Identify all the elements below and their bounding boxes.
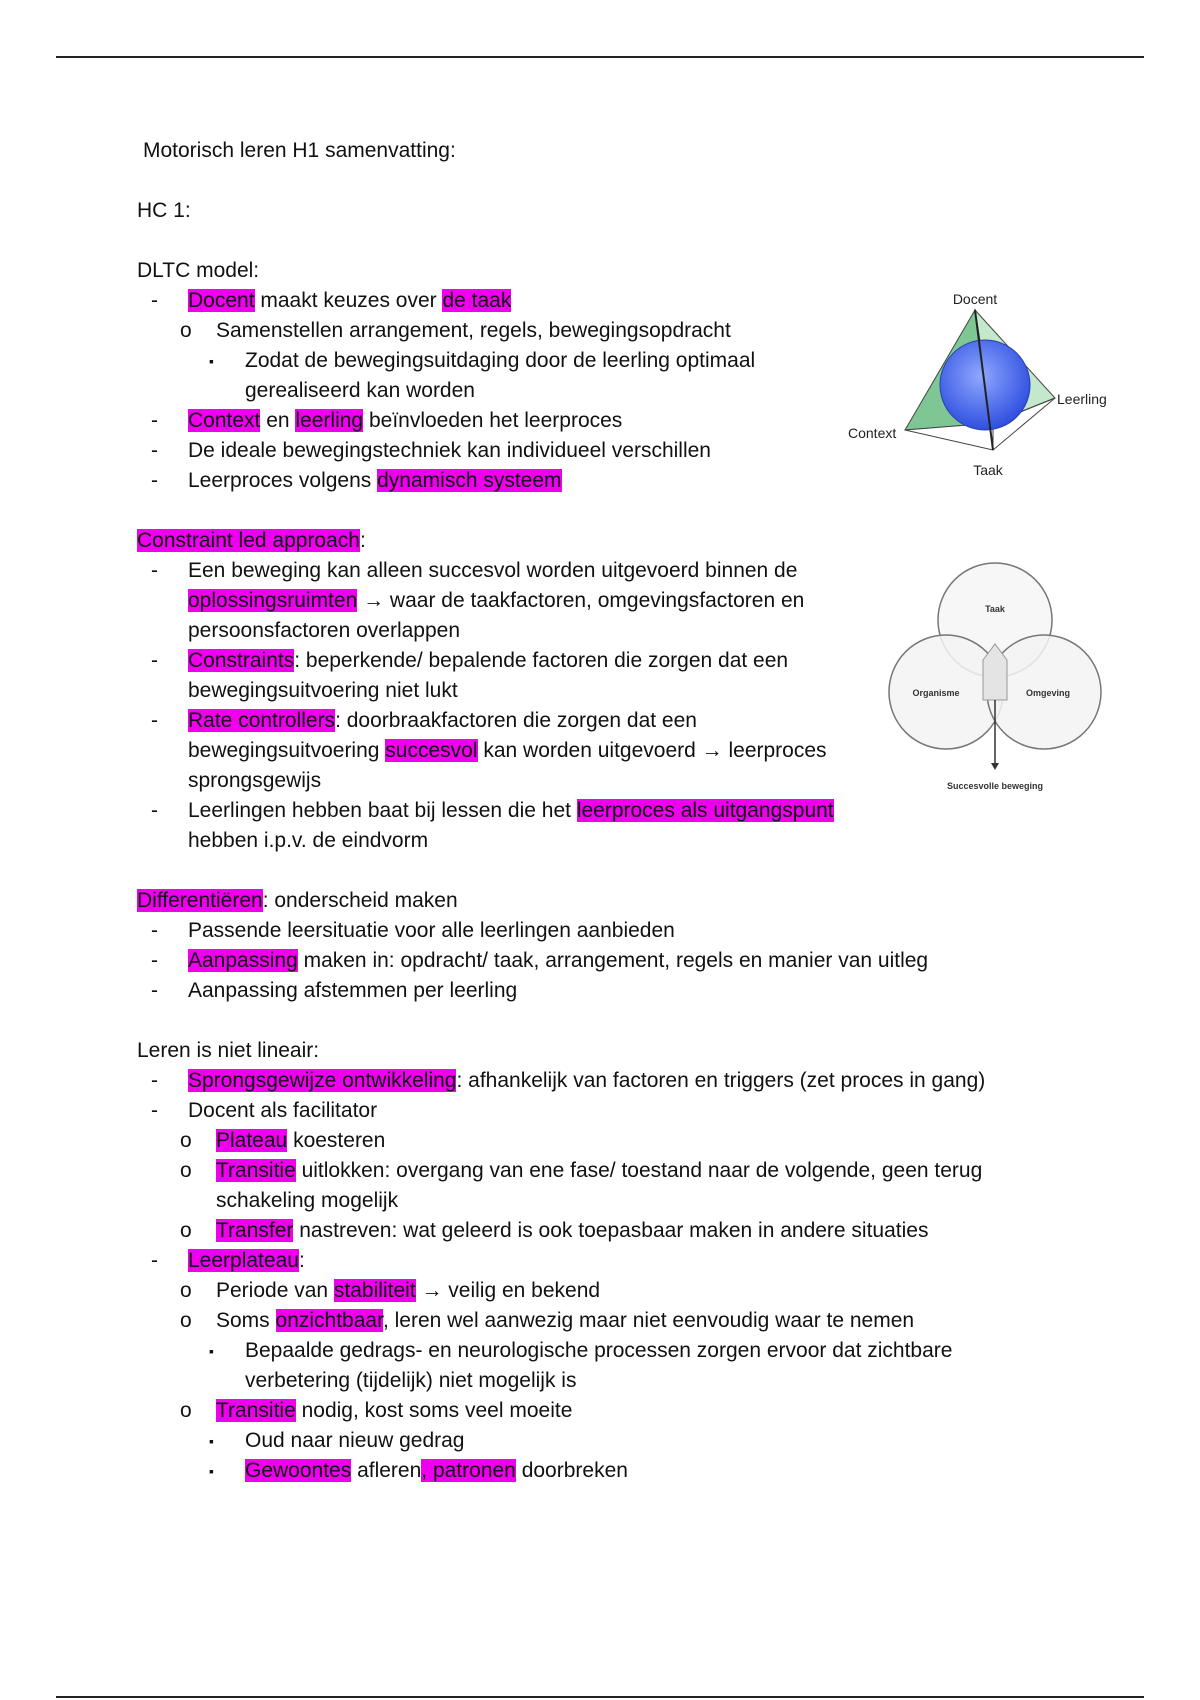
dash-bullet: - [151, 1099, 158, 1122]
list-item-continued: persoonsfactoren overlappen [188, 619, 461, 642]
highlight: Leerplateau [188, 1249, 299, 1272]
highlight: Plateau [216, 1129, 288, 1152]
list-item: ▪ Zodat de bewegingsuitdaging door de leerling optimaal [137, 346, 1057, 376]
section-heading-lineair: Leren is niet lineair: [137, 1039, 320, 1062]
dltc-label-left: Context [848, 425, 897, 441]
highlight: de taak [442, 289, 512, 312]
highlight: Aanpassing [188, 949, 298, 972]
dash-bullet: - [151, 409, 158, 432]
list-item: o Samenstellen arrangement, regels, bewegingsopdracht [137, 316, 1057, 346]
section-label-hc: HC 1: [137, 199, 191, 222]
dltc-label-bottom: Taak [973, 462, 1003, 478]
list-item: o Soms onzichtbaar, leren wel aanwezig maar niet eenvoudig waar te nemen [137, 1306, 1057, 1336]
highlight: Gewoontes [245, 1459, 352, 1482]
dash-bullet: - [151, 649, 158, 672]
venn-label-bottom: Succesvolle beweging [946, 781, 1044, 791]
highlight: Constraint led approach [137, 529, 360, 552]
list-item: - Leerproces volgens dynamisch systeem [137, 466, 1057, 496]
highlight: , patronen [421, 1459, 516, 1482]
header-rule [56, 56, 1144, 58]
venn-label-right: Omgeving [1025, 688, 1071, 698]
dash-bullet: - [151, 469, 158, 492]
list-item: - Een beweging kan alleen succesvol worden uitgevoerd binnen de [137, 556, 1057, 586]
arrow-down-icon [991, 763, 999, 770]
circle-bullet: o [180, 319, 192, 342]
circle-bullet: o [180, 1309, 192, 1332]
list-item-continued: bewegingsuitvoering succesvol kan worden uitgevoerd → leerproces [188, 739, 827, 762]
list-item: - Leerlingen hebben baat bij lessen die het leerproces als uitgangspunt [137, 796, 1057, 826]
dash-bullet: - [151, 439, 158, 462]
list-item-continued: oplossingsruimten → waar de taakfactoren, omgevingsfactoren en [188, 589, 805, 612]
list-item: ▪ Oud naar nieuw gedrag [137, 1426, 1057, 1456]
highlight: Constraints [188, 649, 295, 672]
list-item-continued: schakeling mogelijk [216, 1189, 399, 1212]
doc-title: Motorisch leren H1 samenvatting: [143, 139, 456, 162]
highlight: onzichtbaar [275, 1309, 383, 1332]
dltc-label-top: Docent [952, 291, 998, 307]
highlight: leerproces als uitgangspunt [576, 799, 834, 822]
highlight: Docent [188, 289, 255, 312]
venn-diagram-figure [888, 560, 1103, 800]
list-item: - Context en leerling beïnvloeden het leerproces [137, 406, 1057, 436]
circle-bullet: o [180, 1279, 192, 1302]
square-bullet: ▪ [209, 1343, 214, 1359]
venn-label-left: Organisme [912, 688, 960, 698]
list-item: - Aanpassing afstemmen per leerling [137, 976, 1057, 1006]
list-item: - Passende leersituatie voor alle leerlingen aanbieden [137, 916, 1057, 946]
highlight: Differentiëren [137, 889, 263, 912]
list-item: - Constraints: beperkende/ bepalende factoren die zorgen dat een [137, 646, 1057, 676]
list-item: - Leerplateau: [137, 1246, 1057, 1276]
square-bullet: ▪ [209, 1433, 214, 1449]
list-item: - Docent maakt keuzes over de taak [137, 286, 1057, 316]
highlight: dynamisch systeem [377, 469, 562, 492]
section-heading-dltc: DLTC model: [137, 259, 260, 282]
dash-bullet: - [151, 949, 158, 972]
square-bullet: ▪ [209, 353, 214, 369]
circle-bullet: o [180, 1129, 192, 1152]
list-item: - De ideale bewegingstechniek kan individueel verschillen [137, 436, 1057, 466]
list-item: - Rate controllers: doorbraakfactoren die zorgen dat een [137, 706, 1057, 736]
highlight: leerling [295, 409, 364, 432]
dash-bullet: - [151, 1249, 158, 1272]
highlight: stabiliteit [333, 1279, 416, 1302]
highlight: Rate controllers [188, 709, 336, 732]
list-item: ▪ Gewoontes afleren, patronen doorbreken [137, 1456, 1057, 1486]
dltc-label-right: Leerling [1057, 391, 1107, 407]
section-heading-cla: Constraint led approach: [137, 529, 366, 552]
dash-bullet: - [151, 1069, 158, 1092]
highlight: oplossingsruimten [188, 589, 358, 612]
list-item: o Transfer nastreven: wat geleerd is ook toepasbaar maken in andere situaties [137, 1216, 1057, 1246]
circle-bullet: o [180, 1219, 192, 1242]
footer-rule [56, 1696, 1144, 1698]
highlight: Sprongsgewijze ontwikkeling [188, 1069, 457, 1092]
list-item: o Transitie uitlokken: overgang van ene fase/ toestand naar de volgende, geen terug [137, 1156, 1057, 1186]
list-item-continued: gerealiseerd kan worden [245, 379, 475, 402]
dash-bullet: - [151, 289, 158, 312]
circle-bullet: o [180, 1159, 192, 1182]
highlight: Context [188, 409, 261, 432]
dash-bullet: - [151, 709, 158, 732]
list-item-continued: verbetering (tijdelijk) niet mogelijk is [245, 1369, 577, 1392]
dltc-model-figure [845, 285, 1115, 485]
dash-bullet: - [151, 799, 158, 822]
circle-bullet: o [180, 1399, 192, 1422]
list-item: o Transitie nodig, kost soms veel moeite [137, 1396, 1057, 1426]
dash-bullet: - [151, 919, 158, 942]
section-heading-differentieren: Differentiëren: onderscheid maken [137, 889, 458, 912]
square-bullet: ▪ [209, 1463, 214, 1479]
dash-bullet: - [151, 559, 158, 582]
list-item: o Plateau koesteren [137, 1126, 1057, 1156]
highlight: succesvol [385, 739, 478, 762]
venn-label-top: Taak [985, 604, 1005, 614]
list-item-continued: hebben i.p.v. de eindvorm [188, 829, 429, 852]
list-item: - Aanpassing maken in: opdracht/ taak, arrangement, regels en manier van uitleg [137, 946, 1057, 976]
highlight: Transitie [216, 1159, 296, 1182]
list-item: - Docent als facilitator [137, 1096, 1057, 1126]
dash-bullet: - [151, 979, 158, 1002]
list-item-continued: bewegingsuitvoering niet lukt [188, 679, 458, 702]
list-item: - Sprongsgewijze ontwikkeling: afhankelijk van factoren en triggers (zet proces in gang) [137, 1066, 1057, 1096]
list-item-continued: sprongsgewijs [188, 769, 322, 792]
list-item: ▪ Bepaalde gedrags- en neurologische processen zorgen ervoor dat zichtbare [137, 1336, 1057, 1366]
list-item: o Periode van stabiliteit → veilig en bekend [137, 1276, 1057, 1306]
highlight: Transitie [216, 1399, 296, 1422]
highlight: Transfer [216, 1219, 294, 1242]
